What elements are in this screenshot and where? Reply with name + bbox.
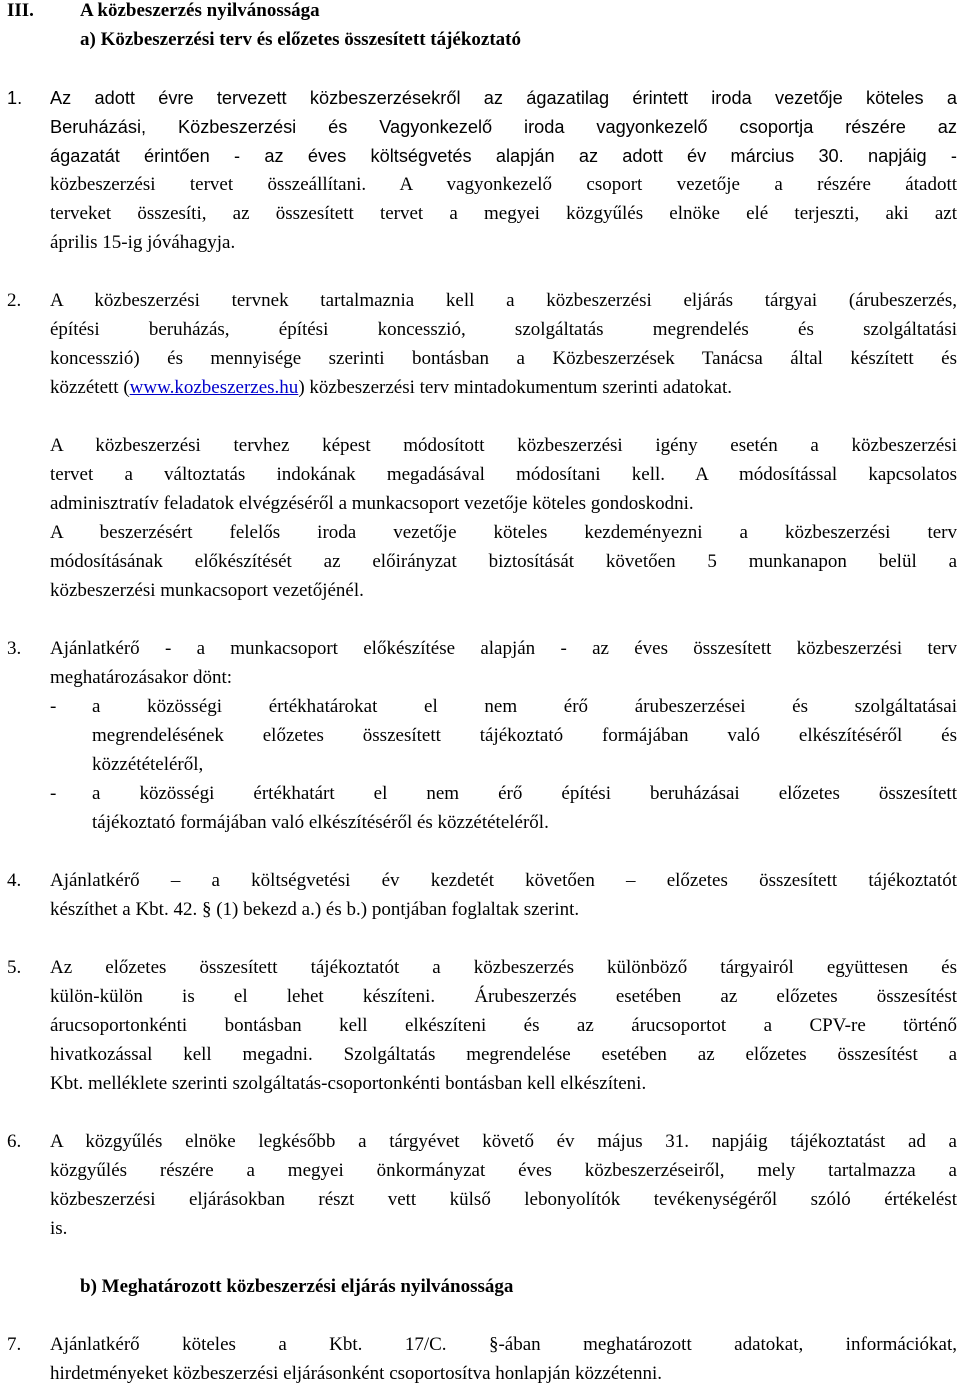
text-line: készíthet a Kbt. 42. § (1) bekezd a.) és b.) pontjában foglaltak szerint. (50, 899, 580, 920)
text-line: közbeszerzési tervet összeállítani. A vagyonkezelő csoport vezetője a részére átadott (50, 174, 957, 195)
section-title: A közbeszerzés nyilvánossága (80, 0, 320, 21)
text-line: Ajánlatkérő köteles a Kbt. 17/C. §-ában meghatározott adatokat, információkat, (50, 1334, 957, 1355)
paragraph-number: 4. (7, 870, 22, 891)
text-line: is. (50, 1218, 68, 1239)
list-item-line: a közösségi értékhatárokat el nem érő árubeszerzései és szolgáltatásai (92, 696, 957, 717)
paragraph-number: 7. (7, 1334, 22, 1355)
text-line: közbeszerzési munkacsoport vezetőjénél. (50, 580, 364, 601)
text-line-with-link (50, 377, 957, 401)
text-line: Az adott évre tervezett közbeszerzésekről az ágazatilag érintett iroda vezetője köteles a (50, 88, 957, 108)
list-dash: - (50, 783, 57, 804)
subsection-a-title: a) Közbeszerzési terv és előzetes összesített tájékoztató (80, 29, 522, 50)
text-line: koncesszió) és mennyisége szerinti bontásban a Közbeszerzések Tanácsa által készített és (50, 348, 957, 369)
link-prefix: közzétett ( (50, 377, 130, 398)
list-item-line: a közösségi értékhatárt el nem érő építési beruházásai előzetes összesített (92, 783, 957, 804)
text-line: ágazatát érintően - az éves költségvetés alapján az adott év március 30. napjáig - (50, 146, 957, 166)
text-line: Ajánlatkérő – a költségvetési év kezdetét követően – előzetes összesített tájékoztatót (50, 870, 957, 891)
kozbeszerzes-link[interactable]: www.kozbeszerzes.hu (129, 377, 299, 398)
text-line: A beszerzésért felelős iroda vezetője köteles kezdeményezni a közbeszerzési terv (50, 522, 957, 543)
text-line: közgyűlés részére a megyei önkormányzat éves közbeszerzéseiről, mely tartalmazza a (50, 1160, 957, 1181)
paragraph-number: 1. (7, 88, 23, 108)
text-line: tervet a változtatás indokának megadásával módosítani kell. A módosítással kapcsolatos (50, 464, 957, 485)
text-line: közbeszerzési eljárásokban részt vett külső lebonyolítók tevékenységéről szóló értékelést (50, 1189, 957, 1210)
list-item-line: tájékoztató formájában való elkészítéséről és közzétételéről. (92, 812, 549, 833)
section-numeral: III. (7, 0, 34, 21)
text-line: terveket összesíti, az összesített tervet a megyei közgyűlés elnöke elé terjeszti, aki azt (50, 203, 957, 224)
paragraph-number: 5. (7, 957, 22, 978)
text-line: április 15-ig jóváhagyja. (50, 232, 236, 253)
text-line: árucsoportonkénti bontásban kell elkészíteni és az árucsoportot a CPV-re történő (50, 1015, 957, 1036)
text-line: Kbt. melléklete szerinti szolgáltatás-csoportonkénti bontásban kell elkészíteni. (50, 1073, 647, 1094)
text-line: módosításának előkészítését az előirányzat biztosítását követően 5 munkanapon belül a (50, 551, 957, 572)
subsection-b-title: b) Meghatározott közbeszerzési eljárás nyilvánossága (80, 1276, 514, 1297)
text-line: adminisztratív feladatok elvégzéséről a munkacsoport vezetője köteles gondoskodni. (50, 493, 694, 514)
paragraph-number: 3. (7, 638, 22, 659)
list-item-line: közzétételéről, (92, 754, 204, 775)
text-line: A közbeszerzési tervhez képest módosított közbeszerzési igény esetén a közbeszerzési (50, 435, 957, 456)
text-line: Beruházási, Közbeszerzési és Vagyonkezelő iroda vagyonkezelő csoportja részére az (50, 117, 957, 137)
link-suffix: ) közbeszerzési terv mintadokumentum szerinti adatokat. (298, 377, 732, 398)
text-line: hivatkozással kell megadni. Szolgáltatás megrendelése esetében az előzetes összesítést a (50, 1044, 957, 1065)
list-item-line: megrendelésének előzetes összesített tájékoztató formájában való elkészítéséről és (92, 725, 957, 746)
paragraph-number: 6. (7, 1131, 22, 1152)
text-line: A közgyűlés elnöke legkésőbb a tárgyévet követő év május 31. napjáig tájékoztatást ad a (50, 1131, 957, 1152)
text-line: Az előzetes összesített tájékoztatót a közbeszerzés különböző tárgyairól együttesen és (50, 957, 957, 978)
text-line: hirdetményeket közbeszerzési eljárásonként csoportosítva honlapján közzétenni. (50, 1363, 662, 1384)
text-line: meghatározásakor dönt: (50, 667, 233, 688)
text-line: külön-külön is el lehet készíteni. Árubeszerzés esetében az előzetes összesítést (50, 986, 957, 1007)
text-line: építési beruházás, építési koncesszió, szolgáltatás megrendelés és szolgáltatási (50, 319, 957, 340)
paragraph-number: 2. (7, 290, 22, 311)
text-line: Ajánlatkérő - a munkacsoport előkészítése alapján - az éves összesített közbeszerzési terv (50, 638, 957, 659)
list-dash: - (50, 696, 57, 717)
text-line: A közbeszerzési tervnek tartalmaznia kell a közbeszerzési eljárás tárgyai (árubeszerzés, (50, 290, 957, 311)
